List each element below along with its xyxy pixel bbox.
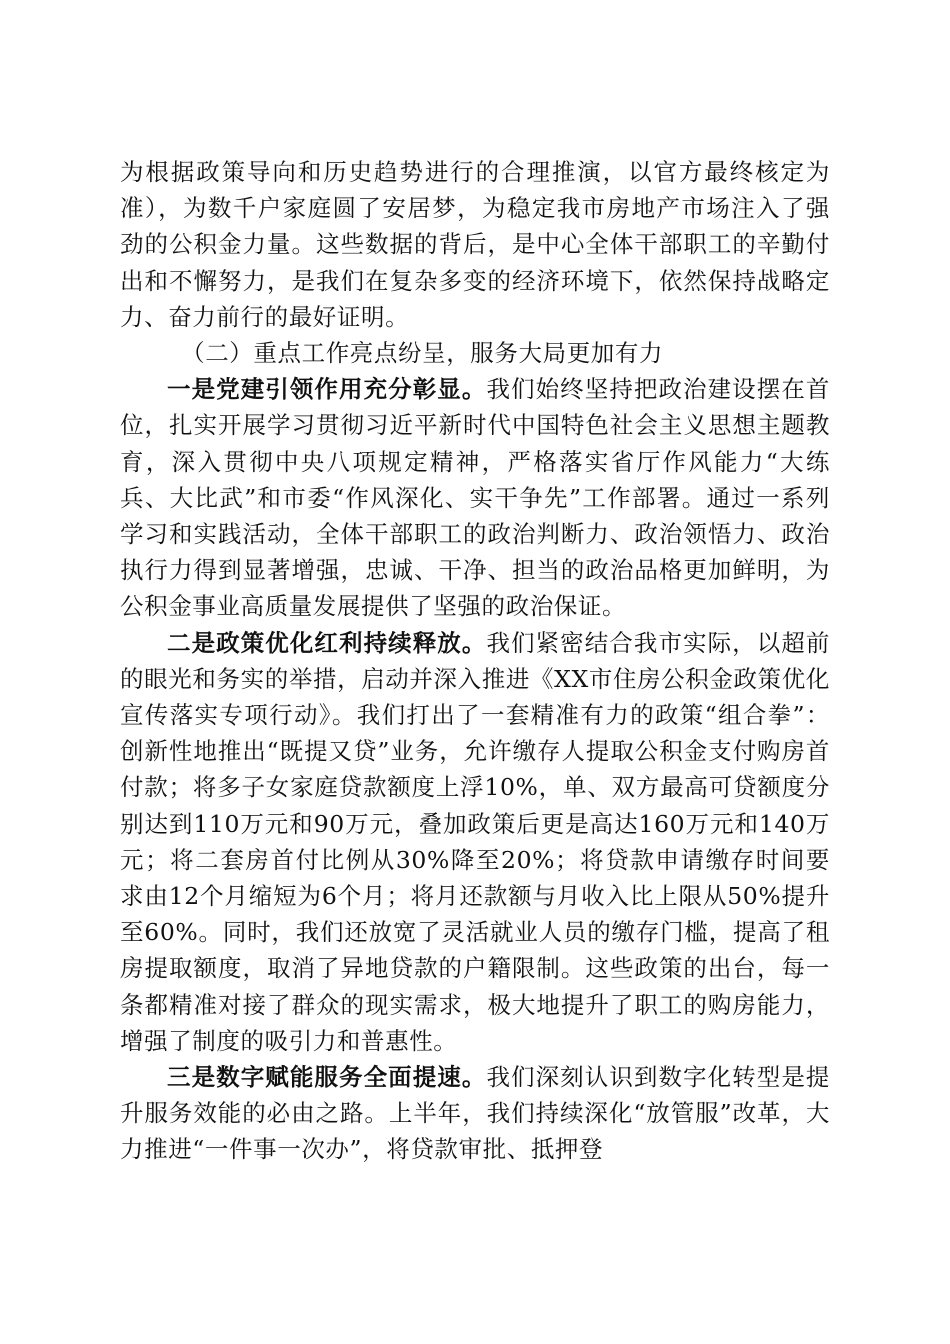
paragraph-lead: 三是数字赋能服务全面提速。 [167, 1063, 487, 1092]
paragraph-text: 我们始终坚持把政治建设摆在首位，扎实开展学习贯彻习近平新时代中国特色社会主义思想主题教育，深入贯彻中央八项规定精神，严格落实省厅作风能力“大练兵、大比武”和市委“作风深化、实干争先”工作部署。通过一系列学习和实践活动，全体干部职工的政治判断力、政治领悟力、政治执行力得到显著增强，忠诚、干净、担当的政治品格更加鲜明，为公积金事业高质量发展提供了坚强的政治保证。 [120, 375, 830, 621]
paragraph-policy-optimization [120, 625, 830, 1059]
paragraph-lead: 二是政策优化红利持续释放。 [167, 628, 487, 657]
section-subheading [120, 335, 830, 371]
paragraph-party-building [120, 371, 830, 624]
paragraph-text: 我们深刻认识到数字化转型是提升服务效能的必由之路。上半年，我们持续深化“放管服”改革，大力推进“一件事一次办”，将贷款审批、抵押登 [120, 1063, 830, 1164]
paragraph-continuation [120, 154, 830, 335]
paragraph-digital-service [120, 1059, 830, 1168]
subheading-text: （二）重点工作亮点纷呈，服务大局更加有力 [181, 339, 664, 368]
document-body [120, 154, 830, 1168]
paragraph-text: 我们紧密结合我市实际，以超前的眼光和务实的举措，启动并深入推进《XX市住房公积金政策优化宣传落实专项行动》。我们打出了一套精准有力的政策“组合拳”：创新性地推出“既提又贷”业务，允许缴存人提取公积金支付购房首付款；将多子女家庭贷款额度上浮10%，单、双方最高可贷额度分别达到110万元和90万元，叠加政策后更是高达160万元和140万元；将二套房首付比例从30%降至20%；将贷款申请缴存时间要求由12个月缩短为6个月；将月还款额与月收入比上限从50%提升至60%。同时，我们还放宽了灵活就业人员的缴存门槛，提高了租房提取额度，取消了异地贷款的户籍限制。这些政策的出台，每一条都精准对接了群众的现实需求，极大地提升了职工的购房能力，增强了制度的吸引力和普惠性。 [120, 628, 830, 1055]
paragraph-text: 为根据政策导向和历史趋势进行的合理推演，以官方最终核定为准），为数千户家庭圆了安居梦，为稳定我市房地产市场注入了强劲的公积金力量。这些数据的背后，是中心全体干部职工的辛勤付出和不懈努力，是我们在复杂多变的经济环境下，依然保持战略定力、奋力前行的最好证明。 [120, 158, 830, 331]
paragraph-lead: 一是党建引领作用充分彰显。 [167, 375, 487, 404]
